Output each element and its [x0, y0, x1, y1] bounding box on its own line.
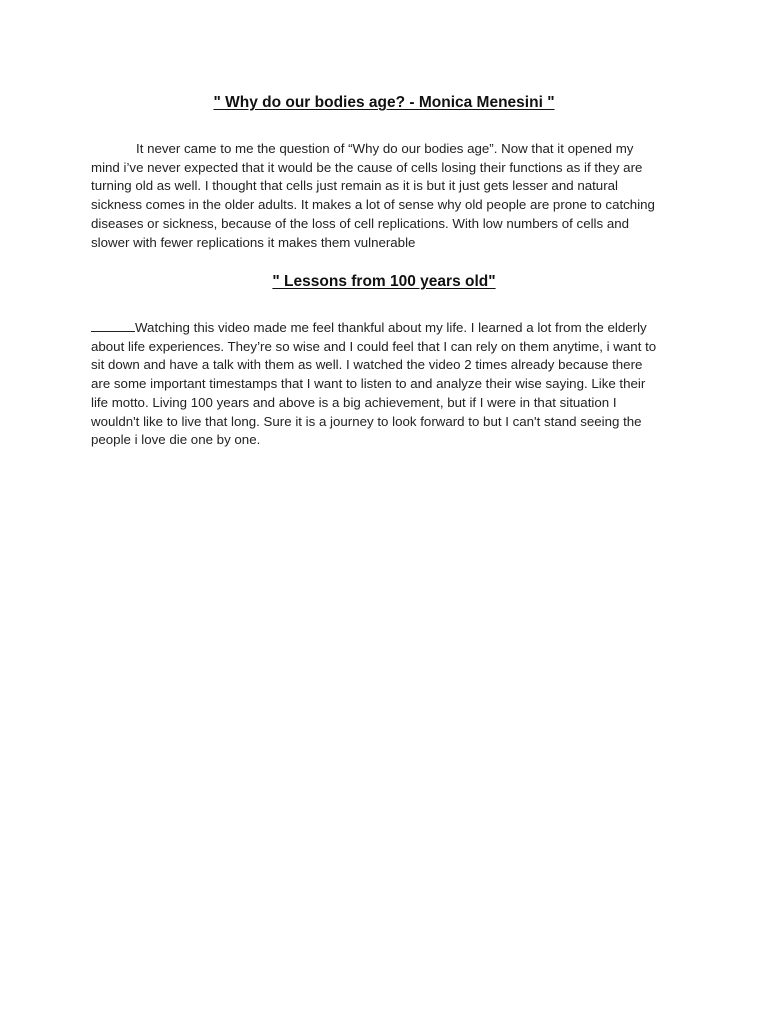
paragraph-line: about life experiences. They’re so wise and I could feel that I can rely on them anytime, i want to	[91, 338, 657, 354]
blank-underline	[91, 319, 135, 332]
paragraph-lessons	[91, 319, 691, 450]
paragraph-line: are some important timestamps that I want to listen to and analyze their wise saying. Like their	[91, 376, 646, 392]
paragraph-line: slower with fewer replications it makes them vulnerable	[91, 234, 416, 250]
paragraph-line	[91, 140, 691, 159]
paragraph-line: turning old as well. I thought that cells just remain as it is but it just gets lesser and natural	[91, 178, 618, 194]
paragraph-line-text: Watching this video made me feel thankful about my life. I learned a lot from the elderly	[135, 320, 647, 335]
paragraph-line: sickness comes in the older adults. It makes a lot of sense why old people are prone to catching	[91, 197, 655, 213]
section-title-bodies-age: " Why do our bodies age? - Monica Menesini "	[213, 94, 555, 111]
paragraph-line: mind i’ve never expected that it would be the cause of cells losing their functions as if they are	[91, 159, 643, 175]
paragraph-line-text: It never came to me the question of “Why do our bodies age”. Now that it opened my	[136, 141, 634, 156]
paragraph-line: wouldn't like to live that long. Sure it is a journey to look forward to but I can't stand seeing the	[91, 413, 642, 429]
paragraph-line: life motto. Living 100 years and above is a big achievement, but if I were in that situation I	[91, 394, 617, 410]
section-title-lessons: " Lessons from 100 years old"	[272, 273, 496, 290]
paragraph-line	[91, 319, 691, 338]
paragraph-line: people i love die one by one.	[91, 432, 261, 448]
paragraph-line: diseases or sickness, because of the loss of cell replications. With low numbers of cells and	[91, 215, 630, 231]
paragraph-line: sit down and have a talk with them as well. I watched the video 2 times already because there	[91, 357, 643, 373]
paragraph-bodies-age	[91, 140, 691, 252]
